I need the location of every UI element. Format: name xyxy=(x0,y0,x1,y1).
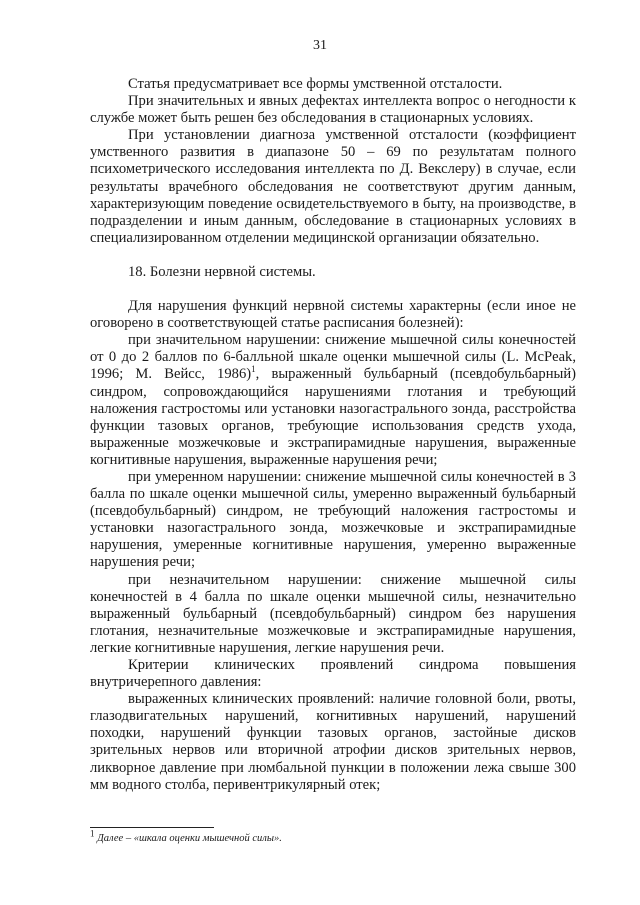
footnote-marker: 1 xyxy=(90,828,95,839)
footnote-text: Далее – «шкала оценки мышечной силы». xyxy=(94,833,282,844)
paragraph-pronounced-manifestations: выраженных клинических проявлений: наличие головной боли, рвоты, глазодвигательных нарушений, когнитивных нарушений, нарушений походки, нарушений функции тазовых органов, застойные дисков зрительных нервов или вторичной атрофии дисков зрительных нервов, ликворное давление при люмбальной пункции в положении лежа свыше 300 мм водного столба, перивентрикулярный отек; xyxy=(90,691,576,793)
paragraph-nervous-intro: Для нарушения функций нервной системы характерны (если иное не оговорено в соответствующей статье расписания болезней): xyxy=(90,298,576,332)
paragraph-significant-defects: При значительных и явных дефектах интеллекта вопрос о негодности к службе может быть решен без обследования в стационарных условиях. xyxy=(90,93,576,127)
significant-text-before: при значительном нарушении: снижение мышечной силы конечностей от 0 до 2 баллов по 6-балльной шкале оценки мышечной силы (L. McPeak, 1996; М. Вейсс, 1986) xyxy=(90,332,576,383)
paragraph-minor-impairment: при незначительном нарушении: снижение мышечной силы конечностей в 4 балла по шкале оценки мышечной силы, незначительно выраженный бульбарный (псевдобульбарный) синдром без нарушения глотания, незначительные мозжечковые и экстрапирамидные нарушения, легкие когнитивные нарушения, легкие нарушения речи. xyxy=(90,571,576,656)
document-body xyxy=(90,76,576,794)
paragraph-diagnosis-procedure: При установлении диагноза умственной отсталости (коэффициент умственного развития в диапазоне 50 – 69 по результатам полного психометрического исследования интеллекта по Д. Векслеру) в случае, если результаты врачебного обследования не соответствуют другим данным, характеризующим поведение освидетельствуемого в быту, на производстве, в подразделении и иным данным, обследование в стационарных условиях в специализированном отделении медицинской организации обязательно. xyxy=(90,127,576,246)
paragraph-significant-impairment xyxy=(90,332,576,469)
footnote-reference: 1 xyxy=(251,364,256,375)
footnote xyxy=(90,828,576,845)
significant-text-after: , выраженный бульбарный (псевдобульбарный) синдром, сопровождающийся нарушениями глотания и требующий наложения гастростомы или установки назогастрального зонда, расстройства функции тазовых органов, требующие использования средств ухода, выраженные мозжечковые и экстрапирамидные нарушения, выраженные когнитивные нарушения, выраженные нарушения речи; xyxy=(90,366,576,468)
section-heading: 18. Болезни нервной системы. xyxy=(128,263,316,280)
footnote-divider xyxy=(90,827,214,828)
paragraph-mental-retardation-forms: Статья предусматривает все формы умственной отсталости. xyxy=(128,76,503,92)
paragraph-moderate-impairment: при умеренном нарушении: снижение мышечной силы конечностей в 3 балла по шкале оценки мышечной силы, умеренно выраженный бульбарный (псевдобульбарный) синдром, не требующий наложения гастростомы и установки назогастрального зонда, мозжечковые и экстрапирамидные нарушения, умеренные когнитивные нарушения, умеренно выраженные нарушения речи; xyxy=(90,468,576,571)
paragraph-intracranial-criteria: Критерии клинических проявлений синдрома повышения внутричерепного давления: xyxy=(90,657,576,691)
page-number: 31 xyxy=(313,38,327,53)
